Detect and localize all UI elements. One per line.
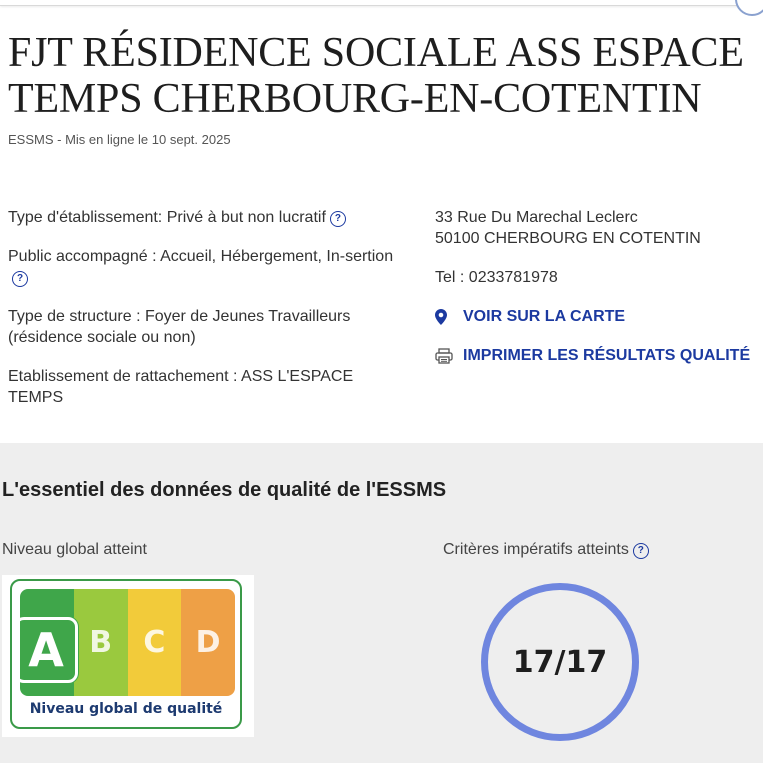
criteria-label-text: Critères impératifs atteints: [443, 541, 629, 558]
quality-badge: [2, 575, 254, 737]
address-line-2: 50100 CHERBOURG EN COTENTIN: [435, 230, 701, 247]
type-etablissement-text: Type d'établissement: Privé à but non lucratif: [8, 209, 326, 226]
quality-section: [0, 443, 763, 763]
badge-caption: Niveau global de qualité: [29, 701, 223, 717]
map-pin-icon: [435, 309, 463, 325]
grade-b: B: [74, 589, 128, 696]
selected-grade: A: [20, 617, 78, 683]
phone-number: Tel : 0233781978: [435, 269, 558, 286]
rattachement-row: [8, 366, 408, 408]
print-link[interactable]: [435, 345, 763, 366]
quality-badge-frame: [10, 579, 242, 729]
top-divider: [0, 0, 738, 6]
type-structure-row: [8, 306, 408, 348]
map-link[interactable]: [435, 306, 763, 327]
scroll-top-button[interactable]: [735, 0, 763, 16]
map-link-label: VOIR SUR LA CARTE: [463, 308, 626, 325]
public-accompagne-text: Public accompagné : Accueil, Hébergement, In-sertion: [8, 248, 394, 265]
grade-scale: [20, 589, 235, 696]
publication-date: ESSMS - Mis en ligne le 10 sept. 2025: [8, 132, 231, 147]
address-line-1: 33 Rue Du Marechal Leclerc: [435, 209, 638, 226]
criteria-ring: [481, 583, 639, 741]
grade-a: [20, 589, 74, 696]
quality-heading: L'essentiel des données de qualité de l'ESSMS: [2, 479, 447, 501]
type-structure-text: Type de structure : Foyer de Jeunes Travailleurs (résidence sociale ou non): [8, 308, 351, 346]
rattachement-text: Etablissement de rattachement : ASS L'ESPACE TEMPS: [8, 368, 354, 406]
help-icon[interactable]: ?: [633, 543, 649, 559]
printer-icon: [435, 348, 463, 364]
grade-c: C: [128, 589, 182, 696]
contact-block: [435, 207, 763, 366]
establishment-details: [8, 207, 408, 426]
grade-d: D: [181, 589, 235, 696]
print-link-label: IMPRIMER LES RÉSULTATS QUALITÉ: [463, 347, 751, 364]
type-etablissement-row: [8, 207, 408, 228]
help-icon[interactable]: ?: [330, 211, 346, 227]
page-title: FJT RÉSIDENCE SOCIALE ASS ESPACE TEMPS CHERBOURG-EN-COTENTIN: [8, 30, 744, 122]
global-level-label: Niveau global atteint: [2, 541, 147, 558]
criteria-label: [443, 541, 649, 559]
criteria-value: 17/17: [512, 644, 608, 680]
public-accompagne-row: [8, 246, 408, 288]
help-icon[interactable]: ?: [12, 271, 28, 287]
